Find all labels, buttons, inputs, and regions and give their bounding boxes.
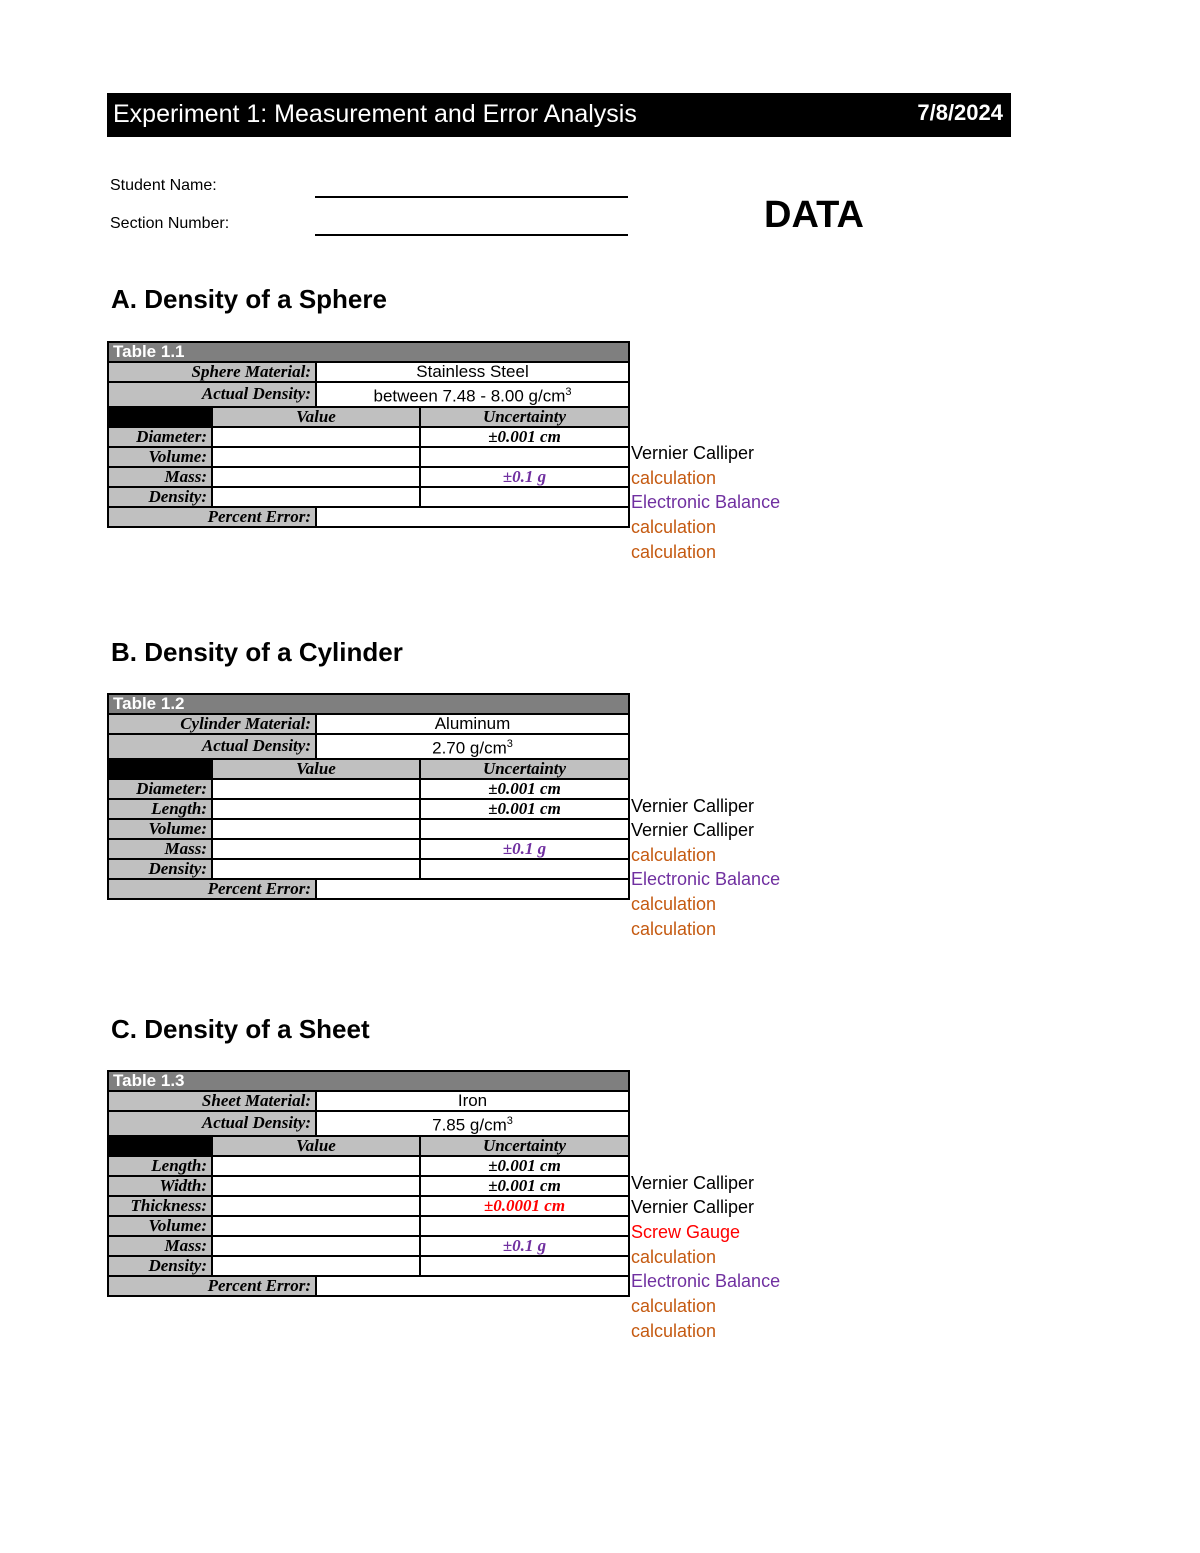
actual-density-label: Actual Density: (108, 734, 316, 759)
table-row (108, 1196, 629, 1216)
table-1-2 (107, 693, 630, 900)
actual-density-value: 2.70 $g/cm^3$ (316, 734, 629, 759)
table-row (108, 879, 629, 899)
thickness-uncertainty: ±0.0001 cm (420, 1196, 629, 1216)
row-label: Volume: (108, 447, 212, 467)
percent-error-label: Percent Error: (108, 1276, 316, 1296)
mass-uncertainty: ±0.1 g (420, 467, 629, 487)
table-row (108, 819, 629, 839)
table-caption: Table 1.1 (108, 342, 629, 362)
section-a-heading: A. Density of a Sphere (111, 284, 387, 314)
density-uncertainty-cell[interactable] (420, 859, 629, 879)
note-instrument: Electronic Balance (631, 869, 781, 889)
thickness-value-cell[interactable] (212, 1196, 420, 1216)
col-uncertainty-header: Uncertainty (420, 759, 629, 779)
note-instrument: Vernier Calliper (631, 1173, 755, 1193)
note-instrument: Vernier Calliper (631, 443, 755, 463)
volume-value-cell[interactable] (212, 447, 420, 467)
actual-density-label: Actual Density: (108, 382, 316, 407)
length-uncertainty: ±0.001 cm (420, 1156, 629, 1176)
volume-uncertainty-cell[interactable] (420, 447, 629, 467)
row-label: Diameter: (108, 779, 212, 799)
section-c-heading: C. Density of a Sheet (111, 1014, 370, 1044)
mass-value-cell[interactable] (212, 467, 420, 487)
title-bar (107, 93, 1011, 137)
row-label: Length: (108, 799, 212, 819)
volume-value-cell[interactable] (212, 1216, 420, 1236)
note-calculation: calculation (631, 919, 717, 939)
table-row (108, 1156, 629, 1176)
note-calculation: calculation (631, 1321, 717, 1341)
material-value: Stainless Steel (316, 362, 629, 382)
mass-value-cell[interactable] (212, 839, 420, 859)
diameter-value-cell[interactable] (212, 427, 420, 447)
row-label: Mass: (108, 839, 212, 859)
col-uncertainty-header: Uncertainty (420, 407, 629, 427)
length-uncertainty: ±0.001 cm (420, 799, 629, 819)
table-row (108, 839, 629, 859)
table-caption: Table 1.2 (108, 694, 629, 714)
table-row (108, 1256, 629, 1276)
table-row (108, 507, 629, 527)
date: 7/8/2024 (917, 100, 1003, 125)
section-b-heading: B. Density of a Cylinder (111, 637, 403, 667)
col-value-header: Value (212, 1136, 420, 1156)
percent-error-label: Percent Error: (108, 879, 316, 899)
row-label: Density: (108, 487, 212, 507)
density-value-cell[interactable] (212, 859, 420, 879)
table-row (108, 487, 629, 507)
note-instrument: Electronic Balance (631, 1271, 781, 1291)
actual-density-value: between 7.48 - 8.00 $g/cm^3$ (316, 382, 629, 407)
actual-density-value: 7.85 $g/cm^3$ (316, 1111, 629, 1136)
section-number-label: Section Number: (110, 215, 230, 232)
volume-value-cell[interactable] (212, 819, 420, 839)
length-value-cell[interactable] (212, 1156, 420, 1176)
percent-error-cell[interactable] (316, 507, 629, 527)
note-instrument: Vernier Calliper (631, 1197, 755, 1217)
note-calculation: calculation (631, 1247, 717, 1267)
density-uncertainty-cell[interactable] (420, 487, 629, 507)
row-label: Density: (108, 1256, 212, 1276)
note-instrument: Vernier Calliper (631, 820, 755, 840)
table-row (108, 799, 629, 819)
row-label: Volume: (108, 819, 212, 839)
data-stamp: DATA (764, 194, 864, 236)
note-calculation: calculation (631, 845, 717, 865)
table-row (108, 447, 629, 467)
student-name-field[interactable] (315, 196, 628, 198)
density-value-cell[interactable] (212, 487, 420, 507)
mass-value-cell[interactable] (212, 1236, 420, 1256)
volume-uncertainty-cell[interactable] (420, 1216, 629, 1236)
table-1-1 (107, 341, 630, 528)
table-row (108, 779, 629, 799)
note-instrument: Electronic Balance (631, 492, 781, 512)
note-calculation: calculation (631, 542, 717, 562)
percent-error-cell[interactable] (316, 879, 629, 899)
row-label: Thickness: (108, 1196, 212, 1216)
diameter-uncertainty: ±0.001 cm (420, 779, 629, 799)
section-number-field[interactable] (315, 234, 628, 236)
table-row (108, 1176, 629, 1196)
material-value: Aluminum (316, 714, 629, 734)
density-value-cell[interactable] (212, 1256, 420, 1276)
row-label: Width: (108, 1176, 212, 1196)
header-blank (108, 759, 212, 779)
width-value-cell[interactable] (212, 1176, 420, 1196)
width-uncertainty: ±0.001 cm (420, 1176, 629, 1196)
col-value-header: Value (212, 407, 420, 427)
note-instrument: Vernier Calliper (631, 796, 755, 816)
note-calculation: calculation (631, 894, 717, 914)
table-caption: Table 1.3 (108, 1071, 629, 1091)
diameter-uncertainty: ±0.001 cm (420, 427, 629, 447)
table-row (108, 427, 629, 447)
length-value-cell[interactable] (212, 799, 420, 819)
note-calculation: calculation (631, 517, 717, 537)
mass-uncertainty: ±0.1 g (420, 1236, 629, 1256)
row-label: Diameter: (108, 427, 212, 447)
material-label: Sphere Material: (108, 362, 316, 382)
student-name-label: Student Name: (110, 177, 217, 194)
row-label: Mass: (108, 467, 212, 487)
mass-uncertainty: ±0.1 g (420, 839, 629, 859)
table-row (108, 1216, 629, 1236)
percent-error-cell[interactable] (316, 1276, 629, 1296)
note-calculation: calculation (631, 1296, 717, 1316)
volume-uncertainty-cell[interactable] (420, 819, 629, 839)
table-row (108, 859, 629, 879)
note-calculation: calculation (631, 468, 717, 488)
density-uncertainty-cell[interactable] (420, 1256, 629, 1276)
diameter-value-cell[interactable] (212, 779, 420, 799)
table-row (108, 467, 629, 487)
material-label: Sheet Material: (108, 1091, 316, 1111)
col-uncertainty-header: Uncertainty (420, 1136, 629, 1156)
table-row (108, 1236, 629, 1256)
row-label: Length: (108, 1156, 212, 1176)
percent-error-label: Percent Error: (108, 507, 316, 527)
table-1-3 (107, 1070, 630, 1297)
row-label: Density: (108, 859, 212, 879)
page-title: Experiment 1: Measurement and Error Analysis (113, 100, 637, 128)
header-blank (108, 407, 212, 427)
row-label: Mass: (108, 1236, 212, 1256)
col-value-header: Value (212, 759, 420, 779)
table-row (108, 1276, 629, 1296)
material-label: Cylinder Material: (108, 714, 316, 734)
header-blank (108, 1136, 212, 1156)
material-value: Iron (316, 1091, 629, 1111)
actual-density-label: Actual Density: (108, 1111, 316, 1136)
note-instrument: Screw Gauge (631, 1222, 741, 1242)
row-label: Volume: (108, 1216, 212, 1236)
